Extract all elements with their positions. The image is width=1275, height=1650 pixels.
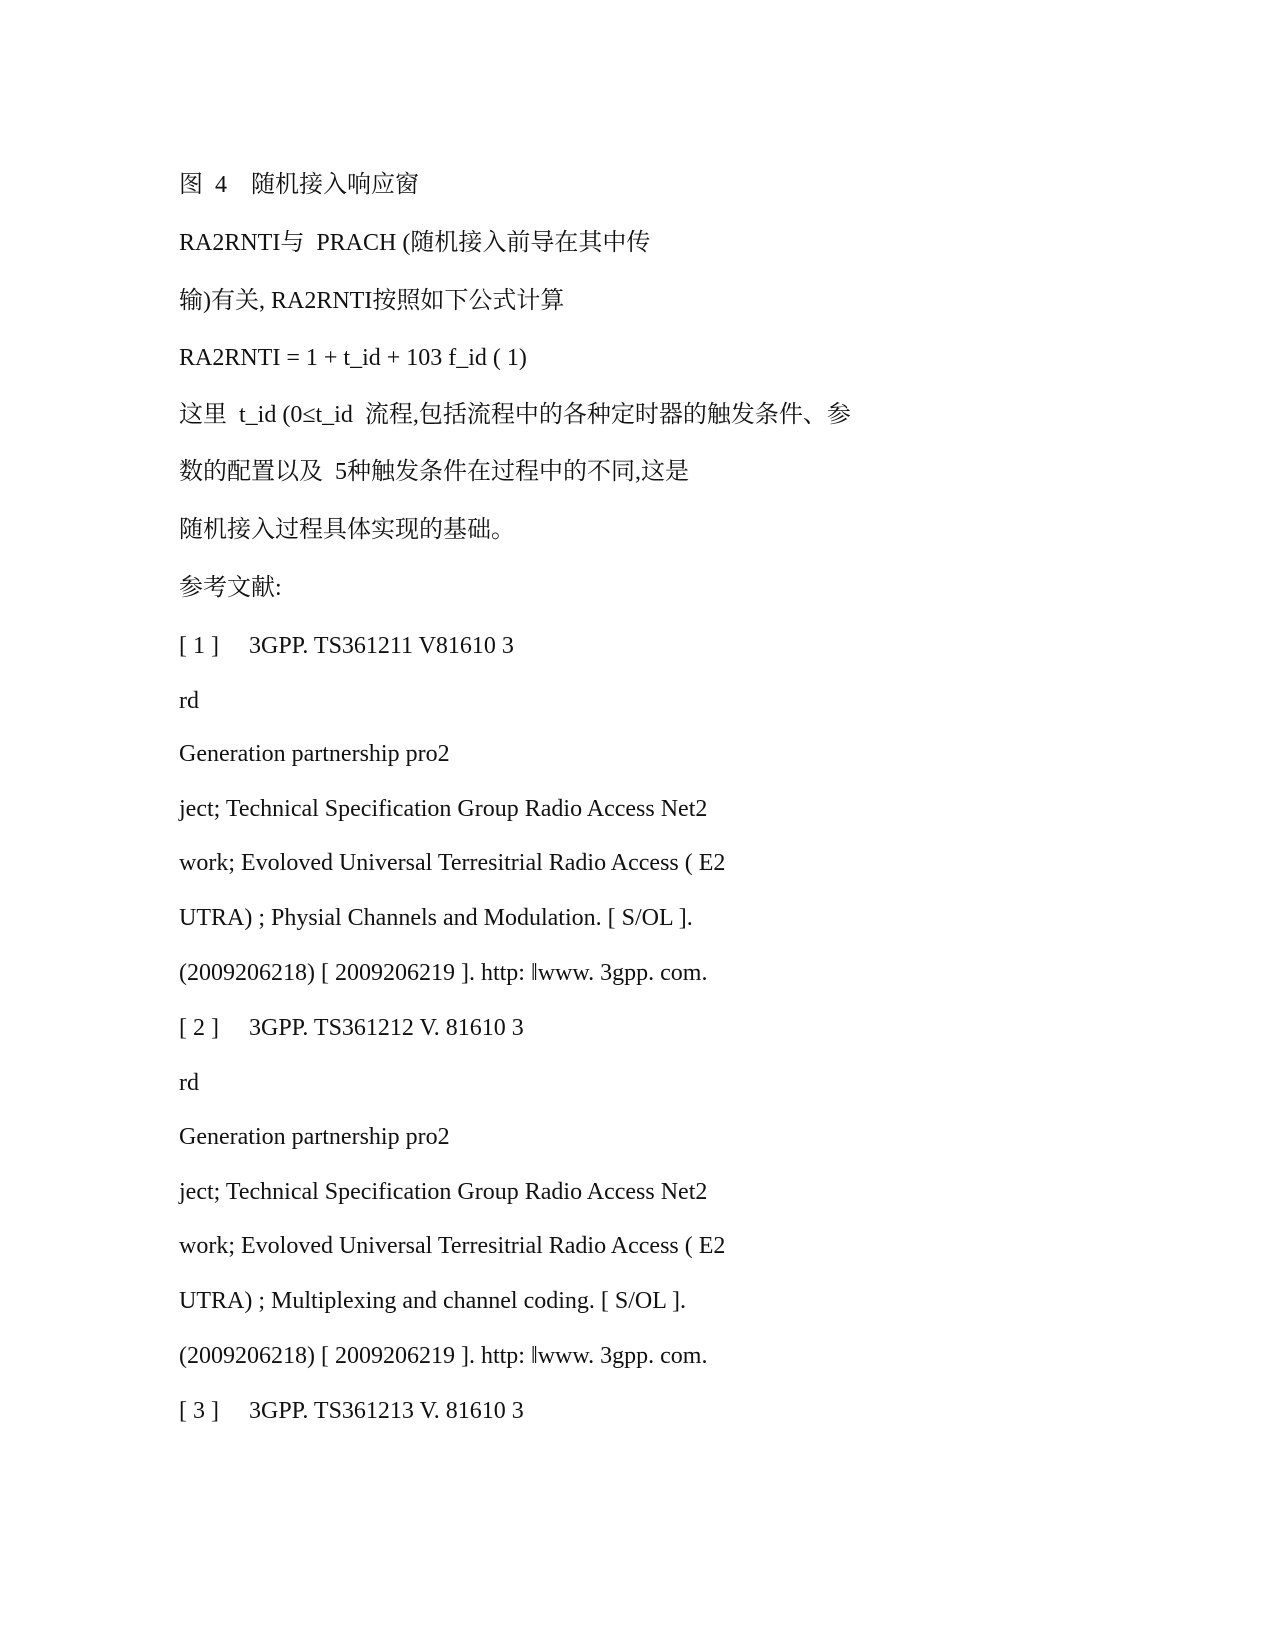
body-text-line: 这里 t_id (0≤t_id 流程,包括流程中的各种定时器的触发条件、参 xyxy=(179,402,851,428)
references-heading: 参考文献: xyxy=(179,575,282,601)
body-text-line: 随机接入过程具体实现的基础。 xyxy=(179,517,515,543)
reference-entry: work; Evoloved Universal Terresitrial Radio Access ( E2 xyxy=(179,850,726,876)
reference-entry: [ 1 ] 3GPP. TS361211 V81610 3 xyxy=(179,633,514,659)
reference-entry: (2009206218) [ 2009206219 ]. http: ‖www. 3gpp. com. xyxy=(179,1343,708,1369)
reference-entry: UTRA) ; Multiplexing and channel coding. [ S/OL ]. xyxy=(179,1288,687,1314)
reference-entry: ject; Technical Specification Group Radio Access Net2 xyxy=(179,1179,708,1205)
reference-entry: Generation partnership pro2 xyxy=(179,741,450,767)
reference-entry: rd xyxy=(179,1070,199,1096)
reference-entry: work; Evoloved Universal Terresitrial Radio Access ( E2 xyxy=(179,1233,726,1259)
reference-entry: UTRA) ; Physial Channels and Modulation. [ S/OL ]. xyxy=(179,905,693,931)
formula-line: RA2RNTI = 1 + t_id + 103 f_id ( 1) xyxy=(179,345,527,371)
reference-entry: (2009206218) [ 2009206219 ]. http: ‖www. 3gpp. com. xyxy=(179,960,708,986)
body-text-line: RA2RNTI与 PRACH (随机接入前导在其中传 xyxy=(179,230,651,256)
figure-caption: 图 4 随机接入响应窗 xyxy=(179,172,419,198)
reference-entry: Generation partnership pro2 xyxy=(179,1124,450,1150)
reference-entry: [ 2 ] 3GPP. TS361212 V. 81610 3 xyxy=(179,1015,524,1041)
reference-entry: [ 3 ] 3GPP. TS361213 V. 81610 3 xyxy=(179,1398,524,1424)
body-text-line: 数的配置以及 5种触发条件在过程中的不同,这是 xyxy=(179,459,689,485)
reference-entry: rd xyxy=(179,688,199,714)
reference-entry: ject; Technical Specification Group Radio Access Net2 xyxy=(179,796,708,822)
body-text-line: 输)有关, RA2RNTI按照如下公式计算 xyxy=(179,288,565,314)
